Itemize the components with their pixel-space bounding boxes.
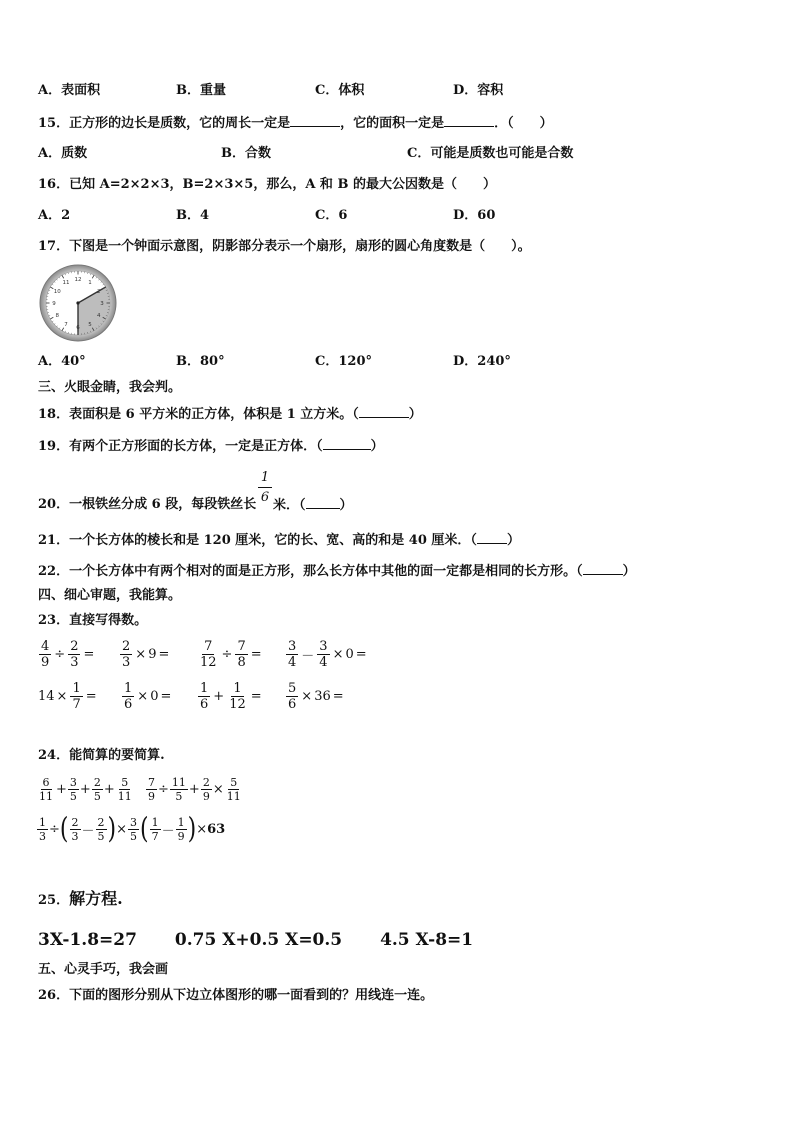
section-4-title: 四、细心审题，我能算。	[38, 588, 182, 603]
clock-number: 8	[55, 313, 59, 319]
q17-option-d: D．240°	[453, 354, 511, 369]
q20-fraction-denominator: 6	[258, 487, 272, 504]
q20-fraction	[258, 471, 272, 504]
q23-item-3: $\frac{7}{12}$ ÷ $\frac{7}{8}$ =	[200, 639, 262, 670]
q24-title: 24．能简算的要简算.	[38, 748, 165, 763]
q16-option-c: C．6	[315, 208, 348, 223]
q24-expr-1: $\frac{6}{11}$ + $\frac{3}{5}$ + $\frac{2}{5}$ + $\frac{5}{11}$	[39, 776, 132, 803]
q15-option-c: C．可能是质数也可能是合数	[407, 146, 574, 161]
q14-option-a: A．表面积	[38, 83, 101, 98]
clock-figure	[38, 263, 118, 343]
q15-question: 15．正方形的边长是质数，它的周长一定是 ，它的面积一定是 ．（ ）	[38, 116, 553, 131]
q20-tail: 米．（ ）	[273, 498, 353, 513]
clock-number: 5	[88, 321, 92, 328]
q25-equations	[38, 930, 505, 950]
q14-option-d: D．容积	[453, 83, 504, 98]
q23-item-2: $\frac{2}{3}$ × 9 =	[122, 639, 170, 670]
clock-number: 6	[76, 325, 80, 331]
q24-expr-3: $\frac{1}{3}$ ÷ ( $\frac{2}{3}$ － $\frac{2}{5}$ ) × $\frac{3}{5}$ ( $\frac{1}{7}$ － $\frac{1}{9}$ ) × 63	[39, 812, 226, 846]
q20-fraction-numerator: 1	[260, 470, 270, 485]
q23-item-5: 14 × $\frac{1}{7}$ =	[38, 681, 97, 712]
q23-item-8: $\frac{5}{6}$ × 36 =	[288, 681, 344, 712]
q26-question: 26．下面的图形分别从下边立体图形的哪一面看到的？用线连一连。	[38, 988, 434, 1003]
q14-option-b: B．重量	[176, 83, 226, 98]
q17-question: 17．下图是一个钟面示意图，阴影部分表示一个扇形，扇形的圆心角度数是（ ）。	[38, 239, 531, 254]
q19-question: 19．有两个正方形面的长方体，一定是正方体．（ ）	[38, 439, 384, 454]
q23-title: 23．直接写得数。	[38, 613, 148, 628]
clock-center	[76, 301, 79, 304]
q17-option-a: A．40°	[38, 354, 86, 369]
q21-question: 21．一个长方体的棱长和是 120 厘米，它的长、宽、高的和是 40 厘米．（ ）	[38, 533, 520, 548]
equation-3: 4.5 X-8=1	[380, 930, 474, 950]
q23-item-1: $\frac{4}{9}$ ÷ $\frac{2}{3}$ =	[41, 639, 95, 670]
clock-number: 11	[62, 280, 70, 287]
q23-item-4: $\frac{3}{4}$ － $\frac{3}{4}$ × 0 =	[288, 639, 367, 670]
clock-number: 12	[74, 277, 82, 283]
q16-option-b: B．4	[176, 208, 210, 223]
q15-option-b: B．合数	[221, 146, 271, 161]
equation-2: 0.75 X+0.5 X=0.5	[174, 930, 343, 950]
q23-item-6: $\frac{1}{6}$ × 0 =	[124, 681, 172, 712]
q25-title: 25．解方程.	[38, 889, 123, 908]
q20-question: 20．一根铁丝分成 6 段，每段铁丝长	[38, 497, 257, 512]
q24-expr-2: $\frac{7}{9}$ ÷ $\frac{11}{5}$ + $\frac{2}{9}$ × $\frac{5}{11}$	[148, 776, 241, 803]
section-3-title: 三、火眼金睛，我会判。	[38, 380, 182, 395]
clock-number: 3	[100, 301, 104, 307]
section-5-title: 五、心灵手巧，我会画	[38, 962, 169, 977]
q18-question: 18．表面积是 6 平方米的正方体，体积是 1 立方米。（ ）	[38, 407, 422, 422]
q16-question: 16．已知 A=2×2×3，B=2×3×5，那么，A 和 B 的最大公因数是（ ）	[38, 177, 496, 192]
q22-question: 22．一个长方体中有两个相对的面是正方形，那么长方体中其他的面一定都是相同的长方形。（ ）	[38, 564, 636, 579]
clock-number: 2	[97, 289, 101, 295]
q17-option-b: B．80°	[176, 354, 225, 369]
clock-number: 4	[97, 313, 101, 319]
q15-option-a: A．质数	[38, 146, 88, 161]
q23-item-7: $\frac{1}{6}$ + $\frac{1}{12}$ =	[200, 681, 262, 712]
clock-number: 9	[52, 301, 56, 307]
clock-number: 10	[53, 289, 61, 295]
q14-option-c: C．体积	[315, 83, 365, 98]
clock-number: 7	[64, 321, 68, 328]
q16-option-d: D．60	[453, 208, 496, 223]
equation-1: 3X-1.8=27	[38, 930, 137, 950]
q16-option-a: A．2	[38, 208, 71, 223]
q17-option-c: C．120°	[315, 354, 372, 369]
clock-number: 1	[88, 280, 92, 287]
